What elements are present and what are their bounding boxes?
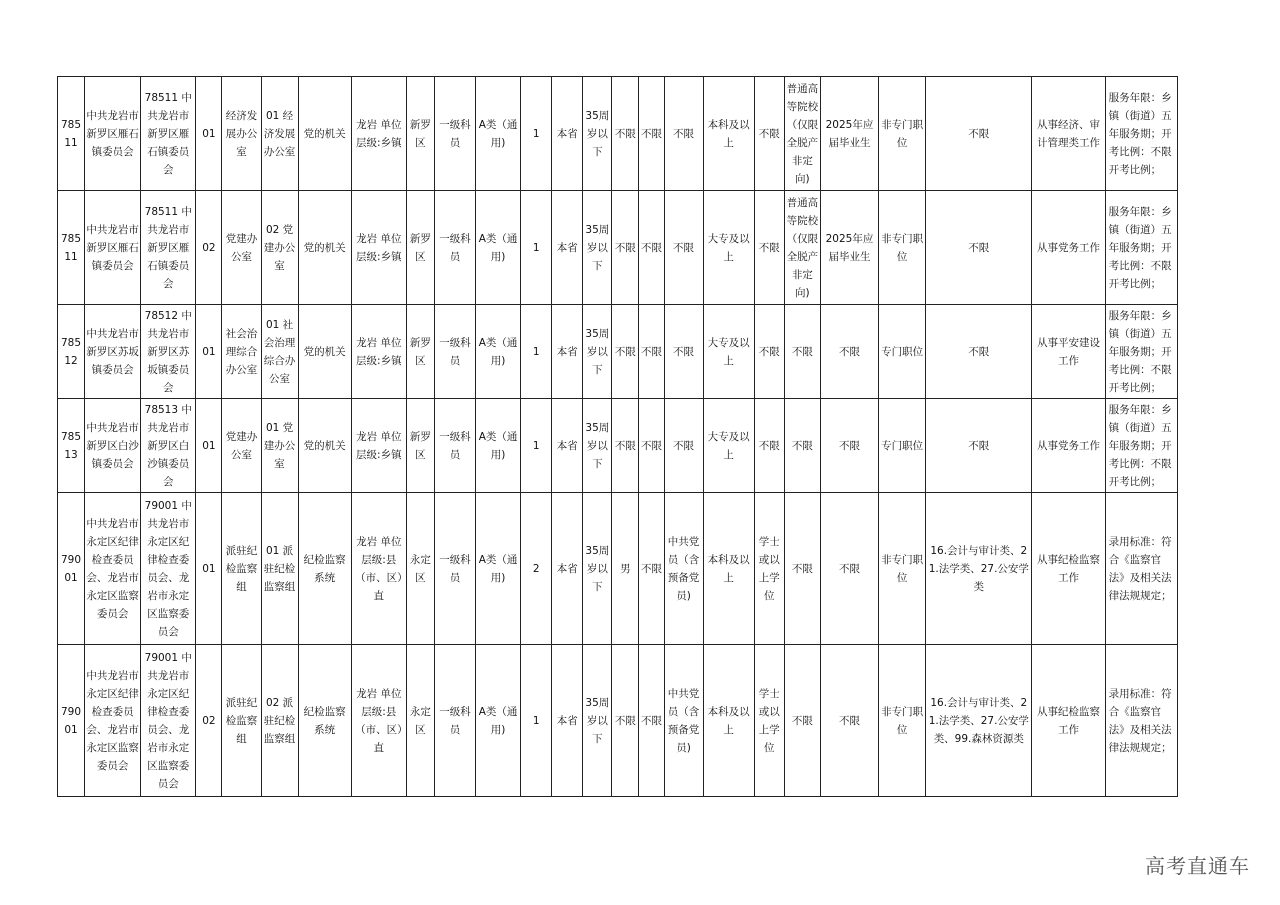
cell-exam-category: A类（通用) xyxy=(476,77,521,191)
cell-position-code-name: 02 党建办公室 xyxy=(261,191,298,305)
cell-unit-code-name: 78512 中共龙岩市新罗区苏坂镇委员会 xyxy=(141,305,196,399)
cell-unit-level: 龙岩 单位层级:乡镇 xyxy=(351,191,406,305)
cell-candidate-type: 不限 xyxy=(820,305,878,399)
cell-candidate-type: 2025年应届毕业生 xyxy=(820,77,878,191)
cell-exam-category: A类（通用) xyxy=(476,191,521,305)
cell-major-requirement: 16.会计与审计类、21.法学类、27.公安学类 xyxy=(926,493,1032,645)
cell-job-duty: 从事平安建设工作 xyxy=(1032,305,1105,399)
cell-position-code-name: 01 党建办公室 xyxy=(261,399,298,493)
job-table-body xyxy=(58,77,1178,797)
cell-job-duty: 从事经济、审计管理类工作 xyxy=(1032,77,1105,191)
cell-gender: 不限 xyxy=(612,645,639,797)
cell-ethnicity: 不限 xyxy=(639,305,664,399)
cell-household-registration: 本省 xyxy=(552,191,583,305)
cell-position-code-name: 01 社会治理综合办公室 xyxy=(261,305,298,399)
cell-degree: 不限 xyxy=(754,191,784,305)
cell-ethnicity: 不限 xyxy=(639,399,664,493)
cell-position-type: 非专门职位 xyxy=(879,493,926,645)
cell-position-name: 经济发展办公室 xyxy=(222,77,261,191)
cell-position-type: 专门职位 xyxy=(879,305,926,399)
cell-system-type: 纪检监察系统 xyxy=(298,493,351,645)
cell-political-status: 不限 xyxy=(664,191,703,305)
cell-political-status: 不限 xyxy=(664,399,703,493)
cell-gender: 不限 xyxy=(612,399,639,493)
cell-district: 永定区 xyxy=(406,645,434,797)
cell-district: 新罗区 xyxy=(406,399,434,493)
cell-job-code: 79001 xyxy=(58,493,85,645)
cell-remarks: 服务年限：乡镇（街道）五年服务期；开考比例：不限开考比例； xyxy=(1105,77,1177,191)
cell-political-status: 中共党员（含预备党员) xyxy=(664,645,703,797)
cell-department-name: 中共龙岩市永定区纪律检查委员会、龙岩市永定区监察委员会 xyxy=(85,493,141,645)
cell-age-requirement: 35周岁以下 xyxy=(583,493,612,645)
cell-major-requirement: 不限 xyxy=(926,77,1032,191)
cell-major-requirement: 不限 xyxy=(926,305,1032,399)
cell-position-code-name: 01 派驻纪检监察组 xyxy=(261,493,298,645)
cell-school-type: 普通高等院校（仅限全脱产非定向) xyxy=(784,77,820,191)
cell-school-type: 不限 xyxy=(784,305,820,399)
cell-household-registration: 本省 xyxy=(552,399,583,493)
cell-position-rank: 一级科员 xyxy=(434,645,475,797)
cell-ethnicity: 不限 xyxy=(639,191,664,305)
cell-degree: 不限 xyxy=(754,399,784,493)
cell-recruit-count: 2 xyxy=(521,493,552,645)
cell-recruit-count: 1 xyxy=(521,399,552,493)
cell-school-type: 不限 xyxy=(784,645,820,797)
table-row xyxy=(58,399,1178,493)
cell-position-type: 专门职位 xyxy=(879,399,926,493)
cell-major-requirement: 16.会计与审计类、21.法学类、27.公安学类、99.森林资源类 xyxy=(926,645,1032,797)
cell-position-seq: 01 xyxy=(196,399,222,493)
cell-department-name: 中共龙岩市新罗区白沙镇委员会 xyxy=(85,399,141,493)
cell-remarks: 服务年限：乡镇（街道）五年服务期；开考比例：不限开考比例； xyxy=(1105,191,1177,305)
cell-degree: 不限 xyxy=(754,77,784,191)
cell-unit-code-name: 79001 中共龙岩市永定区纪律检查委员会、龙岩市永定区监察委员会 xyxy=(141,645,196,797)
cell-position-rank: 一级科员 xyxy=(434,191,475,305)
cell-remarks: 录用标准：符合《监察官法》及相关法律法规规定； xyxy=(1105,493,1177,645)
cell-recruit-count: 1 xyxy=(521,645,552,797)
cell-candidate-type: 不限 xyxy=(820,399,878,493)
cell-remarks: 服务年限：乡镇（街道）五年服务期；开考比例：不限开考比例； xyxy=(1105,305,1177,399)
cell-education: 大专及以上 xyxy=(703,305,754,399)
cell-system-type: 纪检监察系统 xyxy=(298,645,351,797)
cell-position-type: 非专门职位 xyxy=(879,191,926,305)
cell-job-duty: 从事党务工作 xyxy=(1032,399,1105,493)
cell-position-seq: 01 xyxy=(196,305,222,399)
cell-political-status: 不限 xyxy=(664,305,703,399)
cell-district: 新罗区 xyxy=(406,191,434,305)
cell-job-duty: 从事党务工作 xyxy=(1032,191,1105,305)
cell-ethnicity: 不限 xyxy=(639,645,664,797)
cell-unit-level: 龙岩 单位层级:乡镇 xyxy=(351,399,406,493)
cell-job-code: 79001 xyxy=(58,645,85,797)
cell-position-rank: 一级科员 xyxy=(434,77,475,191)
cell-exam-category: A类（通用) xyxy=(476,493,521,645)
cell-position-name: 社会治理综合办公室 xyxy=(222,305,261,399)
cell-school-type: 普通高等院校（仅限全脱产非定向) xyxy=(784,191,820,305)
cell-district: 新罗区 xyxy=(406,77,434,191)
cell-age-requirement: 35周岁以下 xyxy=(583,305,612,399)
cell-candidate-type: 不限 xyxy=(820,493,878,645)
cell-job-code: 78511 xyxy=(58,77,85,191)
cell-age-requirement: 35周岁以下 xyxy=(583,191,612,305)
cell-position-name: 党建办公室 xyxy=(222,191,261,305)
cell-household-registration: 本省 xyxy=(552,493,583,645)
cell-recruit-count: 1 xyxy=(521,77,552,191)
cell-system-type: 党的机关 xyxy=(298,399,351,493)
cell-position-rank: 一级科员 xyxy=(434,305,475,399)
cell-district: 永定区 xyxy=(406,493,434,645)
cell-remarks: 录用标准：符合《监察官法》及相关法律法规规定； xyxy=(1105,645,1177,797)
watermark: 高考直通车 xyxy=(1145,854,1250,878)
cell-position-rank: 一级科员 xyxy=(434,493,475,645)
cell-age-requirement: 35周岁以下 xyxy=(583,645,612,797)
cell-degree: 学士或以上学位 xyxy=(754,645,784,797)
cell-department-name: 中共龙岩市新罗区雁石镇委员会 xyxy=(85,77,141,191)
cell-district: 新罗区 xyxy=(406,305,434,399)
cell-job-duty: 从事纪检监察工作 xyxy=(1032,493,1105,645)
cell-department-name: 中共龙岩市永定区纪律检查委员会、龙岩市永定区监察委员会 xyxy=(85,645,141,797)
cell-gender: 不限 xyxy=(612,77,639,191)
cell-ethnicity: 不限 xyxy=(639,77,664,191)
cell-age-requirement: 35周岁以下 xyxy=(583,77,612,191)
cell-education: 本科及以上 xyxy=(703,77,754,191)
cell-recruit-count: 1 xyxy=(521,305,552,399)
cell-education: 本科及以上 xyxy=(703,645,754,797)
cell-degree: 学士或以上学位 xyxy=(754,493,784,645)
cell-system-type: 党的机关 xyxy=(298,77,351,191)
cell-household-registration: 本省 xyxy=(552,645,583,797)
table-row xyxy=(58,305,1178,399)
cell-position-type: 非专门职位 xyxy=(879,645,926,797)
cell-system-type: 党的机关 xyxy=(298,305,351,399)
cell-unit-level: 龙岩 单位层级:县（市、区）直 xyxy=(351,493,406,645)
cell-school-type: 不限 xyxy=(784,399,820,493)
cell-position-code-name: 01 经济发展办公室 xyxy=(261,77,298,191)
cell-political-status: 中共党员（含预备党员) xyxy=(664,493,703,645)
cell-political-status: 不限 xyxy=(664,77,703,191)
cell-exam-category: A类（通用) xyxy=(476,399,521,493)
cell-exam-category: A类（通用) xyxy=(476,645,521,797)
cell-education: 大专及以上 xyxy=(703,191,754,305)
cell-education: 本科及以上 xyxy=(703,493,754,645)
cell-job-duty: 从事纪检监察工作 xyxy=(1032,645,1105,797)
cell-job-code: 78512 xyxy=(58,305,85,399)
cell-degree: 不限 xyxy=(754,305,784,399)
job-table xyxy=(57,76,1178,797)
cell-unit-level: 龙岩 单位层级:乡镇 xyxy=(351,305,406,399)
cell-gender: 不限 xyxy=(612,191,639,305)
cell-position-code-name: 02 派驻纪检监察组 xyxy=(261,645,298,797)
cell-recruit-count: 1 xyxy=(521,191,552,305)
cell-unit-code-name: 78511 中共龙岩市新罗区雁石镇委员会 xyxy=(141,77,196,191)
cell-department-name: 中共龙岩市新罗区雁石镇委员会 xyxy=(85,191,141,305)
cell-gender: 男 xyxy=(612,493,639,645)
cell-position-rank: 一级科员 xyxy=(434,399,475,493)
cell-position-name: 党建办公室 xyxy=(222,399,261,493)
cell-unit-level: 龙岩 单位层级:县（市、区）直 xyxy=(351,645,406,797)
cell-candidate-type: 不限 xyxy=(820,645,878,797)
cell-position-seq: 02 xyxy=(196,191,222,305)
cell-household-registration: 本省 xyxy=(552,305,583,399)
cell-position-seq: 02 xyxy=(196,645,222,797)
cell-major-requirement: 不限 xyxy=(926,191,1032,305)
cell-position-seq: 01 xyxy=(196,77,222,191)
cell-position-type: 非专门职位 xyxy=(879,77,926,191)
table-row xyxy=(58,77,1178,191)
cell-age-requirement: 35周岁以下 xyxy=(583,399,612,493)
cell-unit-level: 龙岩 单位层级:乡镇 xyxy=(351,77,406,191)
cell-position-name: 派驻纪检监察组 xyxy=(222,645,261,797)
cell-household-registration: 本省 xyxy=(552,77,583,191)
table-row xyxy=(58,493,1178,645)
cell-ethnicity: 不限 xyxy=(639,493,664,645)
cell-job-code: 78511 xyxy=(58,191,85,305)
cell-position-name: 派驻纪检监察组 xyxy=(222,493,261,645)
cell-system-type: 党的机关 xyxy=(298,191,351,305)
cell-education: 大专及以上 xyxy=(703,399,754,493)
cell-job-code: 78513 xyxy=(58,399,85,493)
cell-unit-code-name: 79001 中共龙岩市永定区纪律检查委员会、龙岩市永定区监察委员会 xyxy=(141,493,196,645)
cell-gender: 不限 xyxy=(612,305,639,399)
cell-department-name: 中共龙岩市新罗区苏坂镇委员会 xyxy=(85,305,141,399)
table-row xyxy=(58,645,1178,797)
cell-candidate-type: 2025年应届毕业生 xyxy=(820,191,878,305)
table-row xyxy=(58,191,1178,305)
cell-position-seq: 01 xyxy=(196,493,222,645)
cell-school-type: 不限 xyxy=(784,493,820,645)
cell-unit-code-name: 78511 中共龙岩市新罗区雁石镇委员会 xyxy=(141,191,196,305)
cell-unit-code-name: 78513 中共龙岩市新罗区白沙镇委员会 xyxy=(141,399,196,493)
cell-remarks: 服务年限：乡镇（街道）五年服务期；开考比例：不限开考比例； xyxy=(1105,399,1177,493)
cell-major-requirement: 不限 xyxy=(926,399,1032,493)
cell-exam-category: A类（通用) xyxy=(476,305,521,399)
